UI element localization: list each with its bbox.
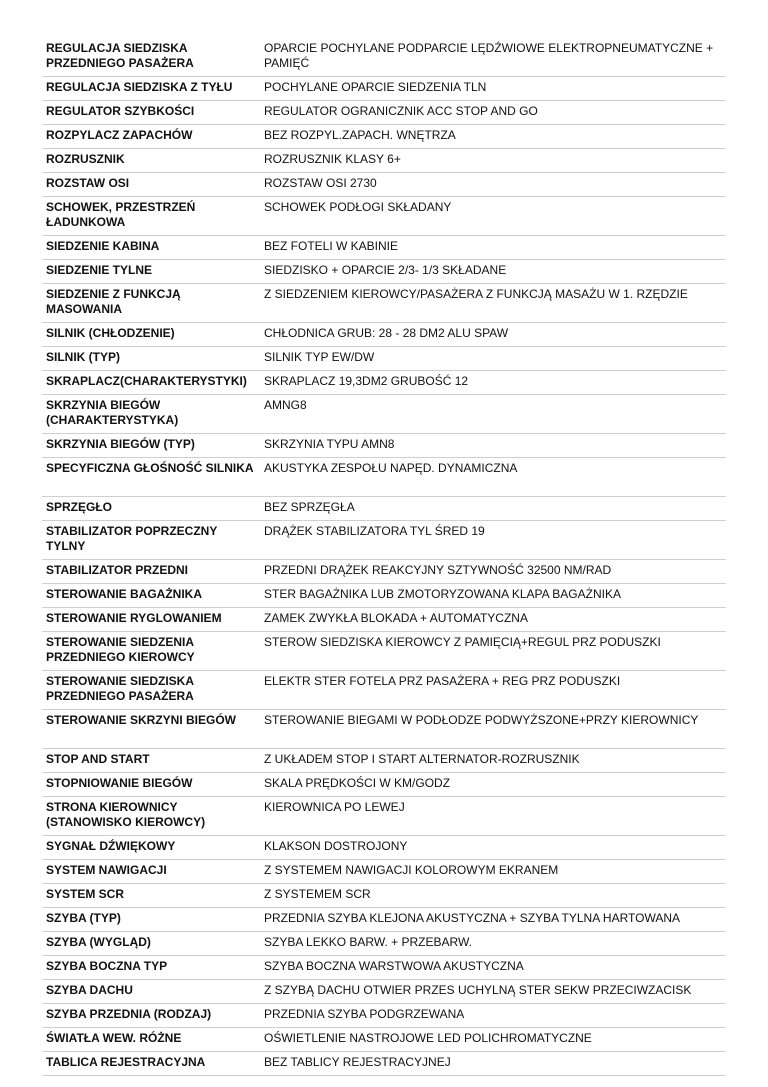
table-row xyxy=(42,395,726,434)
spec-key: STEROWANIE SKRZYNI BIEGÓW xyxy=(42,710,260,749)
spec-value: SKRZYNIA TYPU AMN8 xyxy=(260,434,726,458)
table-row xyxy=(42,932,726,956)
spec-value: POCHYLANE OPARCIE SIEDZENIA TLN xyxy=(260,77,726,101)
table-row xyxy=(42,773,726,797)
table-row xyxy=(42,497,726,521)
table-row xyxy=(42,860,726,884)
spec-value: AKUSTYKA ZESPOŁU NAPĘD. DYNAMICZNA xyxy=(260,458,726,497)
table-row xyxy=(42,632,726,671)
spec-key: SZYBA PRZEDNIA (RODZAJ) xyxy=(42,1004,260,1028)
spec-key: SKRAPLACZ(CHARAKTERYSTYKI) xyxy=(42,371,260,395)
spec-value: Z UKŁADEM STOP I START ALTERNATOR-ROZRUSZNIK xyxy=(260,749,726,773)
spec-value: ROZSTAW OSI 2730 xyxy=(260,173,726,197)
table-row xyxy=(42,260,726,284)
spec-key: REGULACJA SIEDZISKA Z TYŁU xyxy=(42,77,260,101)
spec-value: SZYBA BOCZNA WARSTWOWA AKUSTYCZNA xyxy=(260,956,726,980)
table-row xyxy=(42,671,726,710)
spec-value: Z SZYBĄ DACHU OTWIER PRZES UCHYLNĄ STER SEKW PRZECIWZACISK xyxy=(260,980,726,1004)
table-row xyxy=(42,1004,726,1028)
spec-key: SKRZYNIA BIEGÓW (CHARAKTERYSTYKA) xyxy=(42,395,260,434)
spec-value: DRĄŻEK STABILIZATORA TYL ŚRED 19 xyxy=(260,521,726,560)
spec-key: SZYBA (WYGLĄD) xyxy=(42,932,260,956)
spec-key: SKRZYNIA BIEGÓW (TYP) xyxy=(42,434,260,458)
spec-value: SILNIK TYP EW/DW xyxy=(260,347,726,371)
spec-value: SCHOWEK PODŁOGI SKŁADANY xyxy=(260,197,726,236)
spec-key: TABLICA REJESTRACYJNA xyxy=(42,1052,260,1076)
spec-key: SYSTEM SCR xyxy=(42,884,260,908)
table-row xyxy=(42,584,726,608)
table-row xyxy=(42,371,726,395)
spec-value: SZYBA LEKKO BARW. + PRZEBARW. xyxy=(260,932,726,956)
spec-value: PRZEDNIA SZYBA PODGRZEWANA xyxy=(260,1004,726,1028)
spec-key: ROZRUSZNIK xyxy=(42,149,260,173)
spec-value: OŚWIETLENIE NASTROJOWE LED POLICHROMATYCZNE xyxy=(260,1028,726,1052)
spec-value: ROZRUSZNIK KLASY 6+ xyxy=(260,149,726,173)
spec-value: CHŁODNICA GRUB: 28 - 28 DM2 ALU SPAW xyxy=(260,323,726,347)
table-row xyxy=(42,1052,726,1076)
table-row xyxy=(42,710,726,749)
spec-value: BEZ TABLICY REJESTRACYJNEJ xyxy=(260,1052,726,1076)
spec-value: SKALA PRĘDKOŚCI W KM/GODZ xyxy=(260,773,726,797)
spec-key: SIEDZENIE TYLNE xyxy=(42,260,260,284)
spec-value: AMNG8 xyxy=(260,395,726,434)
table-row xyxy=(42,458,726,497)
table-row xyxy=(42,836,726,860)
spec-value: Z SYSTEMEM NAWIGACJI KOLOROWYM EKRANEM xyxy=(260,860,726,884)
table-row xyxy=(42,197,726,236)
spec-table-body xyxy=(42,38,726,1076)
spec-value: Z SYSTEMEM SCR xyxy=(260,884,726,908)
spec-key: STEROWANIE SIEDZENIA PRZEDNIEGO KIEROWCY xyxy=(42,632,260,671)
spec-value: PRZEDNIA SZYBA KLEJONA AKUSTYCZNA + SZYBA TYLNA HARTOWANA xyxy=(260,908,726,932)
spec-key: SCHOWEK, PRZESTRZEŃ ŁADUNKOWA xyxy=(42,197,260,236)
spec-value: STEROW SIEDZISKA KIEROWCY Z PAMIĘCIĄ+REGUL PRZ PODUSZKI xyxy=(260,632,726,671)
spec-value: REGULATOR OGRANICZNIK ACC STOP AND GO xyxy=(260,101,726,125)
spec-key: ROZPYLACZ ZAPACHÓW xyxy=(42,125,260,149)
table-row xyxy=(42,434,726,458)
spec-value: STER BAGAŻNIKA LUB ZMOTORYZOWANA KLAPA BAGAŻNIKA xyxy=(260,584,726,608)
spec-key: STEROWANIE RYGLOWANIEM xyxy=(42,608,260,632)
table-row xyxy=(42,347,726,371)
spec-value: BEZ FOTELI W KABINIE xyxy=(260,236,726,260)
table-row xyxy=(42,797,726,836)
table-row xyxy=(42,908,726,932)
spec-key: SYSTEM NAWIGACJI xyxy=(42,860,260,884)
spec-key: STOP AND START xyxy=(42,749,260,773)
spec-value: Z SIEDZENIEM KIEROWCY/PASAŻERA Z FUNKCJĄ MASAŻU W 1. RZĘDZIE xyxy=(260,284,726,323)
spec-value: SKRAPLACZ 19,3DM2 GRUBOŚĆ 12 xyxy=(260,371,726,395)
table-row xyxy=(42,38,726,77)
table-row xyxy=(42,173,726,197)
spec-key: SILNIK (TYP) xyxy=(42,347,260,371)
table-row xyxy=(42,101,726,125)
spec-key: REGULATOR SZYBKOŚCI xyxy=(42,101,260,125)
spec-key: SYGNAŁ DŹWIĘKOWY xyxy=(42,836,260,860)
spec-value: PRZEDNI DRĄŻEK REAKCYJNY SZTYWNOŚĆ 32500 NM/RAD xyxy=(260,560,726,584)
table-row xyxy=(42,284,726,323)
table-row xyxy=(42,560,726,584)
spec-value: ELEKTR STER FOTELA PRZ PASAŻERA + REG PRZ PODUSZKI xyxy=(260,671,726,710)
table-row xyxy=(42,125,726,149)
table-row xyxy=(42,77,726,101)
spec-value: BEZ ROZPYL.ZAPACH. WNĘTRZA xyxy=(260,125,726,149)
table-row xyxy=(42,323,726,347)
table-row xyxy=(42,884,726,908)
spec-key: SPECYFICZNA GŁOŚNOŚĆ SILNIKA xyxy=(42,458,260,497)
spec-value: ZAMEK ZWYKŁA BLOKADA + AUTOMATYCZNA xyxy=(260,608,726,632)
table-row xyxy=(42,236,726,260)
spec-value: SIEDZISKO + OPARCIE 2/3- 1/3 SKŁADANE xyxy=(260,260,726,284)
document-page xyxy=(42,38,726,1076)
spec-key: SZYBA DACHU xyxy=(42,980,260,1004)
table-row xyxy=(42,980,726,1004)
spec-key: REGULACJA SIEDZISKA PRZEDNIEGO PASAŻERA xyxy=(42,38,260,77)
spec-key: STEROWANIE BAGAŻNIKA xyxy=(42,584,260,608)
table-row xyxy=(42,608,726,632)
spec-value: OPARCIE POCHYLANE PODPARCIE LĘDŹWIOWE ELEKTROPNEUMATYCZNE + PAMIĘĆ xyxy=(260,38,726,77)
spec-table xyxy=(42,38,726,1076)
spec-key: SPRZĘGŁO xyxy=(42,497,260,521)
spec-key: ŚWIATŁA WEW. RÓŻNE xyxy=(42,1028,260,1052)
spec-key: SIEDZENIE Z FUNKCJĄ MASOWANIA xyxy=(42,284,260,323)
table-row xyxy=(42,749,726,773)
spec-key: SZYBA BOCZNA TYP xyxy=(42,956,260,980)
table-row xyxy=(42,521,726,560)
spec-key: STRONA KIEROWNICY (STANOWISKO KIEROWCY) xyxy=(42,797,260,836)
spec-value: BEZ SPRZĘGŁA xyxy=(260,497,726,521)
spec-key: SILNIK (CHŁODZENIE) xyxy=(42,323,260,347)
spec-value: STEROWANIE BIEGAMI W PODŁODZE PODWYŻSZONE+PRZY KIEROWNICY xyxy=(260,710,726,749)
spec-value: KLAKSON DOSTROJONY xyxy=(260,836,726,860)
table-row xyxy=(42,149,726,173)
spec-key: STEROWANIE SIEDZISKA PRZEDNIEGO PASAŻERA xyxy=(42,671,260,710)
table-row xyxy=(42,956,726,980)
spec-key: STOPNIOWANIE BIEGÓW xyxy=(42,773,260,797)
spec-key: ROZSTAW OSI xyxy=(42,173,260,197)
spec-key: SIEDZENIE KABINA xyxy=(42,236,260,260)
table-row xyxy=(42,1028,726,1052)
spec-value: KIEROWNICA PO LEWEJ xyxy=(260,797,726,836)
spec-key: STABILIZATOR PRZEDNI xyxy=(42,560,260,584)
spec-key: SZYBA (TYP) xyxy=(42,908,260,932)
spec-key: STABILIZATOR POPRZECZNY TYLNY xyxy=(42,521,260,560)
